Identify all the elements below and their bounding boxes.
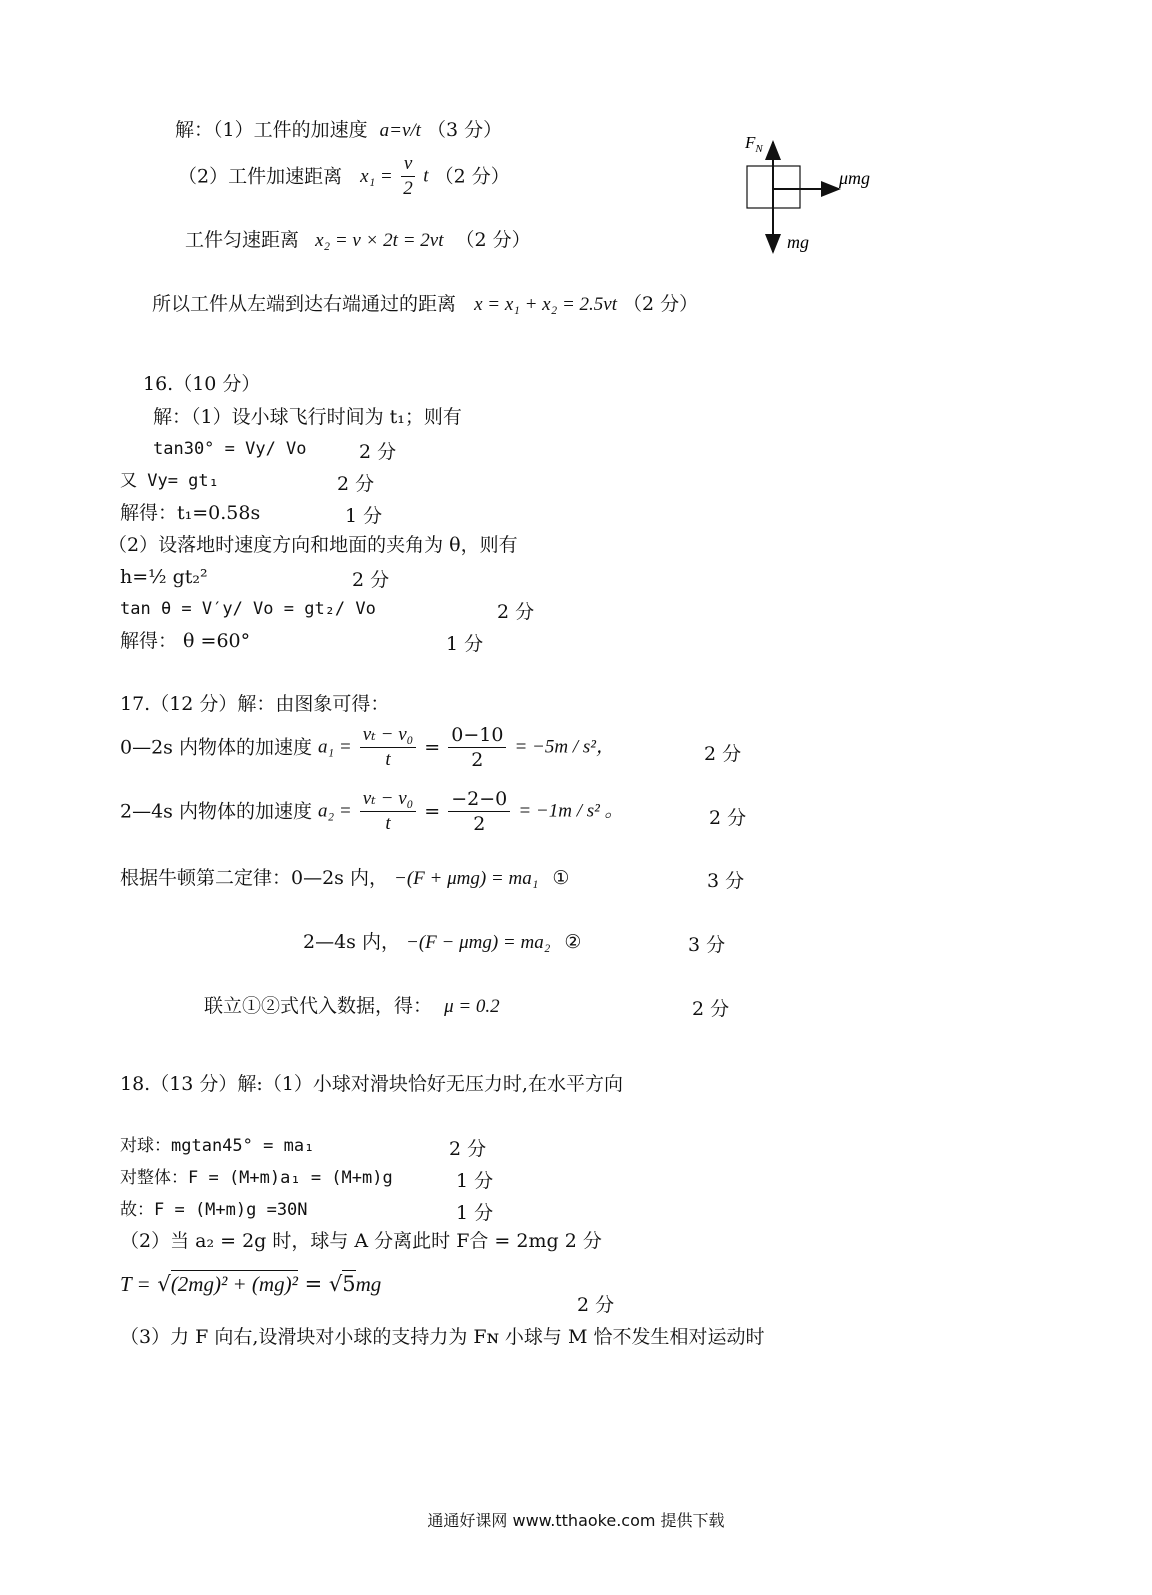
- s17-l3-math: −(F + μmg) = ma₁: [394, 868, 539, 889]
- s17-l2-eq: =: [424, 800, 441, 823]
- s17-line5: [204, 994, 500, 1019]
- s15-l4-text: 所以工件从左端到达右端通过的距离: [152, 293, 457, 315]
- s15-line2: [178, 152, 510, 201]
- s15-l3-math: x₂ = v × 2t = 2vt: [315, 230, 444, 251]
- s17-l1-frac1-num: vₜ − v₀: [360, 723, 416, 748]
- s17-l2-lhs: a₂ =: [318, 800, 352, 822]
- sqrt-symbol-2: √: [328, 1272, 343, 1296]
- s18-l5-radicand2: 5: [342, 1272, 356, 1296]
- s18-line2: 对整体：F = (M+m)a₁ = (M+m)g: [120, 1168, 393, 1188]
- s18-line1-points: 2 分: [449, 1138, 487, 1160]
- s17-line2-points: 2 分: [709, 807, 747, 829]
- s17-l5-math: μ = 0.2: [444, 996, 500, 1017]
- s18-l5-radicand: (2mg)² + (mg)²: [170, 1272, 298, 1296]
- s17-line4: [303, 930, 581, 955]
- s17-head: 17.（12 分）解：由图象可得：: [120, 693, 390, 715]
- s17-l4-math: −(F − μmg) = ma₂: [406, 932, 551, 953]
- s15-l2-t: t: [423, 165, 429, 187]
- s16-line8: 解得： θ =60°: [120, 630, 251, 652]
- s16-line7: tan θ = V′y/ Vo = gt₂/ Vo: [120, 599, 376, 619]
- s17-l1-frac2: [448, 723, 506, 772]
- s17-line3: [120, 866, 569, 891]
- s16-line4: 解得：t₁=0.58s: [120, 502, 261, 524]
- s15-l2-points: （2 分）: [434, 165, 510, 188]
- s16-head: 16.（10 分）: [143, 373, 261, 395]
- s16-line5: （2）设落地时速度方向和地面的夹角为 θ，则有: [108, 534, 518, 556]
- s15-l3-text: 工件匀速距离: [185, 229, 300, 251]
- s15-l4-math: x = x₁ + x₂ = 2.5vt: [474, 294, 617, 315]
- s18-line2-points: 1 分: [456, 1170, 494, 1192]
- s17-line3-points: 3 分: [707, 870, 745, 892]
- mg-label: mg: [787, 232, 809, 252]
- s18-head: 18.（13 分）解:（1）小球对滑块恰好无压力时,在水平方向: [120, 1073, 623, 1095]
- s15-line4: [152, 292, 698, 317]
- s18-line4: （2）当 a₂ = 2g 时，球与 A 分离此时 F合 = 2mg 2 分: [120, 1230, 602, 1252]
- s16-line7-points: 2 分: [497, 601, 535, 623]
- s18-l5-eq: =: [304, 1272, 323, 1296]
- s15-l2-lhs: x₁ =: [360, 165, 393, 187]
- s17-l5-text: 联立①②式代入数据，得：: [204, 995, 433, 1017]
- s16-line4-points: 1 分: [345, 505, 383, 527]
- s15-l3-points: （2 分）: [455, 229, 531, 251]
- s15-l2-den: 2: [403, 178, 413, 199]
- s17-l1-lhs: a₁ =: [318, 736, 352, 758]
- s17-line1: [120, 723, 615, 772]
- s17-l4-mark: ②: [564, 931, 582, 953]
- s17-l1-rhs: = −5m / s²，: [514, 736, 615, 758]
- s17-l1-frac1-den: t: [385, 749, 391, 770]
- s17-l2-frac1-den: t: [385, 813, 391, 834]
- s17-line4-points: 3 分: [688, 934, 726, 956]
- s15-line3: [185, 228, 531, 253]
- s17-l2-frac2-num: −2−0: [448, 787, 510, 812]
- s15-l2-text: （2）工件加速距离: [178, 165, 343, 188]
- s18-line3-points: 1 分: [456, 1202, 494, 1224]
- s17-l2-frac1: [360, 787, 416, 836]
- s16-line2-points: 2 分: [359, 441, 397, 463]
- s17-l3-mark: ①: [552, 867, 570, 889]
- s17-l1-eq: =: [424, 736, 441, 759]
- s18-line1: 对球：mgtan45° = ma₁: [120, 1136, 315, 1156]
- s15-l4-points: （2 分）: [623, 293, 699, 315]
- s16-line2: tan30° = Vy/ Vo: [153, 439, 307, 459]
- s15-l1-math: a=v/t: [379, 120, 421, 141]
- s17-l1-frac2-den: 2: [471, 749, 484, 771]
- s17-l1-text: 0—2s 内物体的加速度: [120, 736, 312, 759]
- s15-l1-points: （3 分）: [427, 119, 503, 141]
- s18-line5: [120, 1272, 381, 1296]
- s17-l3-text: 根据牛顿第二定律：0—2s 内，: [120, 867, 388, 889]
- fn-label: $F_N$: [745, 133, 763, 155]
- s17-l2-frac2-den: 2: [473, 813, 486, 835]
- s17-l2-frac2: [448, 787, 510, 836]
- s16-line6: h=½ gt₂²: [120, 566, 208, 588]
- mumg-label: μmg: [839, 168, 871, 188]
- s15-l2-num: v: [401, 152, 415, 177]
- s18-l5-mg: mg: [355, 1272, 382, 1296]
- s17-l1-frac2-num: 0−10: [448, 723, 506, 748]
- s17-line1-points: 2 分: [704, 743, 742, 765]
- s16-line3: 又 Vy= gt₁: [120, 471, 219, 491]
- s17-line2: [120, 787, 624, 836]
- s16-line3-points: 2 分: [337, 473, 375, 495]
- s16-line6-points: 2 分: [352, 569, 390, 591]
- s17-l2-text: 2—4s 内物体的加速度: [120, 800, 312, 823]
- force-diagram: [735, 132, 895, 262]
- sqrt-symbol: √: [157, 1272, 171, 1296]
- s17-line5-points: 2 分: [692, 998, 730, 1020]
- s16-line1: 解：（1）设小球飞行时间为 t₁；则有: [153, 406, 462, 428]
- s15-l2-fraction: [401, 152, 415, 201]
- s17-l2-rhs: = −1m / s² 。: [518, 800, 624, 822]
- s15-line1: [175, 118, 502, 143]
- s17-l1-frac1: [360, 723, 416, 772]
- s18-l5-lhs: T =: [120, 1272, 151, 1296]
- s18-line6: （3）力 F 向右,设滑块对小球的支持力为 Fɴ 小球与 M 恰不发生相对运动时: [120, 1326, 765, 1348]
- s15-l1-text: 解：（1）工件的加速度: [175, 119, 368, 141]
- s16-line8-points: 1 分: [446, 633, 484, 655]
- s17-l4-text: 2—4s 内，: [303, 931, 400, 953]
- page-footer: 通通好课网 www.tthaoke.com 提供下载: [427, 1511, 725, 1530]
- s18-line3: 故：F = (M+m)g =30N: [120, 1200, 308, 1220]
- s18-line5-points: 2 分: [577, 1294, 615, 1316]
- s17-l2-frac1-num: vₜ − v₀: [360, 787, 416, 812]
